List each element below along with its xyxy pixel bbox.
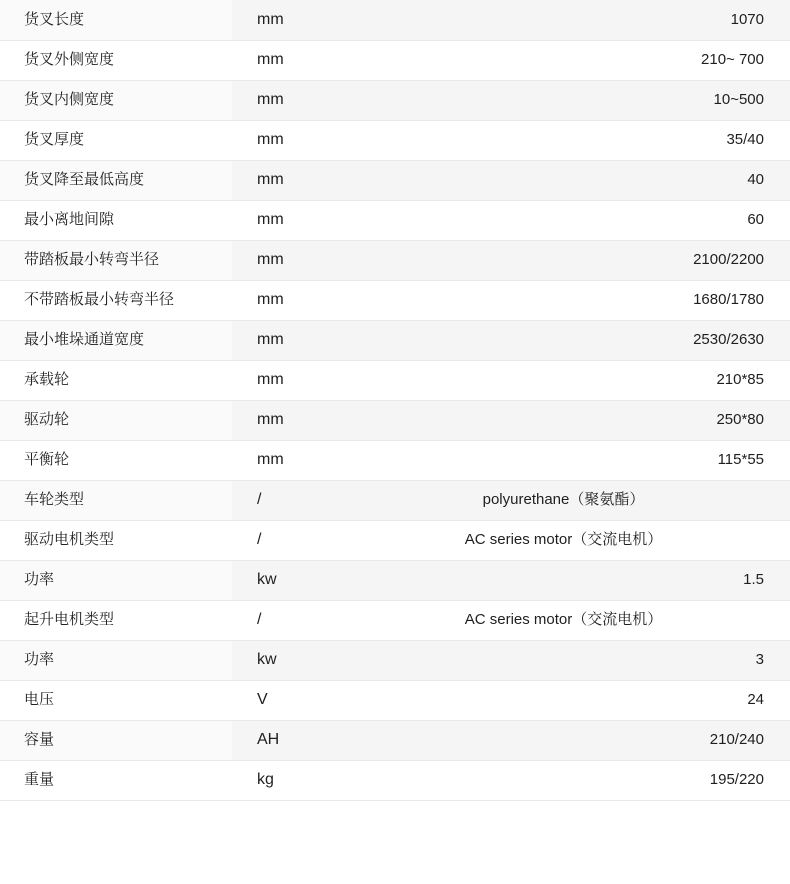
bottom-spacer: [0, 801, 790, 865]
spec-name-cell: 车轮类型: [0, 480, 232, 520]
table-row: [0, 120, 790, 160]
table-row: [0, 520, 790, 560]
spec-unit-cell: /: [232, 480, 337, 520]
spec-name-cell: 电压: [0, 680, 232, 720]
table-row: [0, 640, 790, 680]
table-row: [0, 760, 790, 800]
spec-name-cell: 起升电机类型: [0, 600, 232, 640]
table-row: [0, 600, 790, 640]
table-row: [0, 240, 790, 280]
spec-unit-cell: kw: [232, 640, 337, 680]
spec-name-cell: 货叉外侧宽度: [0, 40, 232, 80]
spec-value-cell: 210~ 700: [337, 40, 790, 80]
table-row: [0, 680, 790, 720]
spec-value-cell: 195/220: [337, 760, 790, 800]
spec-name-cell: 带踏板最小转弯半径: [0, 240, 232, 280]
spec-name-cell: 最小堆垛通道宽度: [0, 320, 232, 360]
spec-name-cell: 货叉降至最低高度: [0, 160, 232, 200]
spec-value-cell: 250*80: [337, 400, 790, 440]
table-row: [0, 200, 790, 240]
spec-unit-cell: AH: [232, 720, 337, 760]
table-row: [0, 160, 790, 200]
spec-unit-cell: mm: [232, 120, 337, 160]
table-row: [0, 40, 790, 80]
spec-name-cell: 最小离地间隙: [0, 200, 232, 240]
spec-value-cell: 210/240: [337, 720, 790, 760]
table-row: [0, 280, 790, 320]
spec-unit-cell: /: [232, 520, 337, 560]
spec-unit-cell: kw: [232, 560, 337, 600]
table-row: [0, 440, 790, 480]
spec-name-cell: 重量: [0, 760, 232, 800]
spec-name-cell: 平衡轮: [0, 440, 232, 480]
spec-unit-cell: mm: [232, 320, 337, 360]
spec-name-cell: 承载轮: [0, 360, 232, 400]
spec-unit-cell: mm: [232, 200, 337, 240]
spec-value-cell: 60: [337, 200, 790, 240]
spec-value-cell: 2530/2630: [337, 320, 790, 360]
spec-name-cell: 功率: [0, 640, 232, 680]
spec-unit-cell: mm: [232, 400, 337, 440]
spec-name-cell: 货叉厚度: [0, 120, 232, 160]
spec-value-cell: 40: [337, 160, 790, 200]
table-row: [0, 400, 790, 440]
spec-value-cell: 1.5: [337, 560, 790, 600]
table-row: [0, 560, 790, 600]
spec-value-cell: 1070: [337, 0, 790, 40]
spec-value-cell: 1680/1780: [337, 280, 790, 320]
spec-value-cell: 2100/2200: [337, 240, 790, 280]
spec-unit-cell: mm: [232, 440, 337, 480]
spec-unit-cell: /: [232, 600, 337, 640]
spec-name-cell: 货叉长度: [0, 0, 232, 40]
spec-unit-cell: mm: [232, 0, 337, 40]
spec-unit-cell: mm: [232, 240, 337, 280]
spec-unit-cell: mm: [232, 80, 337, 120]
spec-name-cell: 驱动电机类型: [0, 520, 232, 560]
spec-unit-cell: V: [232, 680, 337, 720]
table-row: [0, 320, 790, 360]
table-row: [0, 80, 790, 120]
spec-value-cell: 115*55: [337, 440, 790, 480]
spec-value-cell: AC series motor（交流电机）: [337, 600, 790, 640]
spec-value-cell: AC series motor（交流电机）: [337, 520, 790, 560]
spec-name-cell: 容量: [0, 720, 232, 760]
spec-unit-cell: mm: [232, 360, 337, 400]
spec-value-cell: polyurethane（聚氨酯）: [337, 480, 790, 520]
spec-value-cell: 24: [337, 680, 790, 720]
table-row: [0, 480, 790, 520]
spec-name-cell: 驱动轮: [0, 400, 232, 440]
table-row: [0, 360, 790, 400]
spec-unit-cell: mm: [232, 160, 337, 200]
spec-value-cell: 35/40: [337, 120, 790, 160]
spec-unit-cell: mm: [232, 40, 337, 80]
spec-value-cell: 3: [337, 640, 790, 680]
spec-unit-cell: mm: [232, 280, 337, 320]
spec-unit-cell: kg: [232, 760, 337, 800]
table-row: [0, 0, 790, 40]
table-row: [0, 720, 790, 760]
spec-name-cell: 货叉内侧宽度: [0, 80, 232, 120]
spec-value-cell: 10~500: [337, 80, 790, 120]
spec-name-cell: 功率: [0, 560, 232, 600]
spec-value-cell: 210*85: [337, 360, 790, 400]
spec-name-cell: 不带踏板最小转弯半径: [0, 280, 232, 320]
